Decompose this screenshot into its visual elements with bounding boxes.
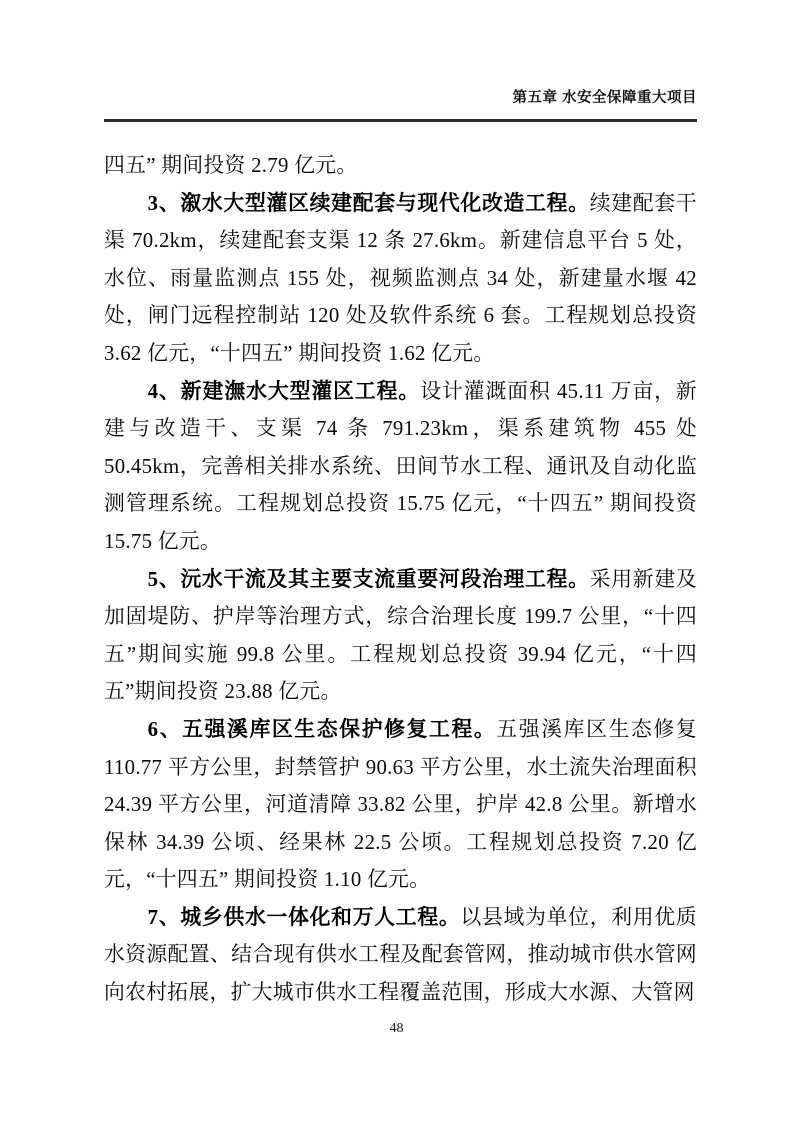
document-body bbox=[104, 147, 697, 1012]
item-7-heading: 7、城乡供水一体化和万人工程。 bbox=[147, 905, 461, 929]
paragraph-item-6 bbox=[104, 711, 697, 899]
item-3-body: 续建配套干渠 70.2km，续建配套支渠 12 条 27.6km。新建信息平台 5 处，水位、雨量监测点 155 处，视频监测点 34 处，新建量水堰 42 处，闸门远程控制站 120 处及软件系统 6 套。工程规划总投资 3.62 亿元，“十四五” 期间投资 1.62 亿元。 bbox=[104, 191, 697, 365]
item-6-heading: 6、五强溪库区生态保护修复工程。 bbox=[147, 717, 497, 741]
paragraph-item-7 bbox=[104, 899, 697, 1012]
item-5-heading: 5、沅水干流及其主要支流重要河段治理工程。 bbox=[147, 567, 590, 591]
running-header bbox=[104, 86, 697, 107]
item-7-body: 以县域为单位，利用优质水资源配置、结合现有供水工程及配套管网，推动城市供水管网向农村拓展，扩大城市供水工程覆盖范围，形成大水源、大管网 bbox=[104, 905, 697, 1005]
item-6-body: 五强溪库区生态修复 110.77 平方公里，封禁管护 90.63 平方公里，水土流失治理面积 24.39 平方公里，河道清障 33.82 公里，护岸 42.8 公里。新增水保林 34.39 公顷、经果林 22.5 公顷。工程规划总投资 7.20 亿元，“十四五” 期间投资 1.10 亿元。 bbox=[104, 717, 697, 892]
paragraph-continuation bbox=[104, 147, 697, 185]
continuation-text: 四五” 期间投资 2.79 亿元。 bbox=[104, 154, 358, 177]
header-rule bbox=[104, 119, 697, 122]
page-footer bbox=[0, 1021, 793, 1037]
paragraph-item-4 bbox=[104, 373, 697, 561]
item-4-heading: 4、新建潕水大型灌区工程。 bbox=[147, 379, 421, 403]
chapter-header-text: 第五章 水安全保障重大项目 bbox=[512, 90, 697, 106]
page-number: 48 bbox=[389, 1021, 404, 1036]
paragraph-item-3 bbox=[104, 185, 697, 373]
item-4-body: 设计灌溉面积 45.11 万亩，新建与改造干、支渠 74 条 791.23km，渠系建筑物 455 处 50.45km，完善相关排水系统、田间节水工程、通讯及自动化监测管理系统。工程规划总投资 15.75 亿元，“十四五” 期间投资 15.75 亿元。 bbox=[104, 379, 697, 553]
item-5-body: 采用新建及加固堤防、护岸等治理方式，综合治理长度 199.7 公里，“十四五”期间实施 99.8 公里。工程规划总投资 39.94 亿元，“十四五”期间投资 23.88 亿元。 bbox=[104, 567, 697, 704]
paragraph-item-5 bbox=[104, 561, 697, 711]
item-3-heading: 3、溆水大型灌区续建配套与现代化改造工程。 bbox=[147, 191, 590, 215]
